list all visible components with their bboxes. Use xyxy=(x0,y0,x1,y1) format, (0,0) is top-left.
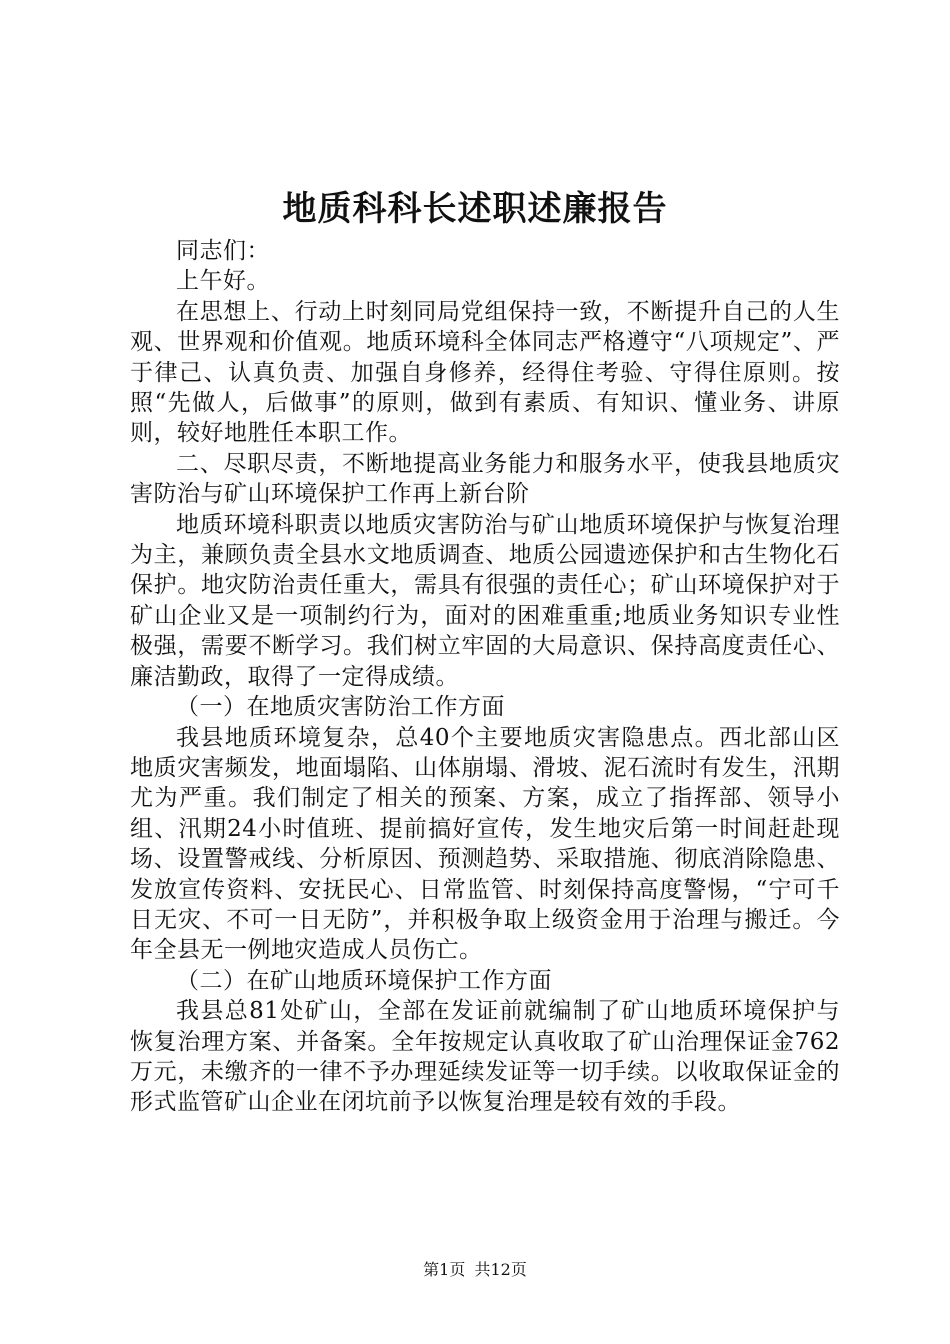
paragraph-mine-protection: 我县总81处矿山，全部在发证前就编制了矿山地质环境保护与恢复治理方案、并备案。全年按规定认真收取了矿山治理保证金762万元，未缴齐的一律不予办理延续发证等一切手续。以收取保证金的形式监管矿山企业在闭坑前予以恢复治理是较有效的手段。 xyxy=(130,998,840,1116)
document-title: 地质科科长述职述廉报告 xyxy=(282,189,668,229)
greeting: 同志们： xyxy=(176,238,270,264)
page-footer xyxy=(0,1258,950,1282)
salutation: 上午好。 xyxy=(176,268,270,295)
document-body xyxy=(130,236,840,1118)
page-number: 第1页 xyxy=(423,1260,466,1279)
subsection-heading-2: （二）在矿山地质环境保护工作方面 xyxy=(176,967,552,994)
paragraph-responsibilities: 地质环境科职责以地质灾害防治与矿山地质环境保护与恢复治理为主，兼顾负责全县水文地质调查、地质公园遗迹保护和古生物化石保护。地灾防治责任重大，需具有很强的责任心；矿山环境保护对于矿山企业又是一项制约行为，面对的困难重重;地质业务知识专业性极强，需要不断学习。我们树立牢固的大局意识、保持高度责任心、廉洁勤政，取得了一定得成绩。 xyxy=(130,511,840,690)
page-total: 共12页 xyxy=(474,1260,527,1279)
paragraph-ideology: 在思想上、行动上时刻同局党组保持一致，不断提升自己的人生观、世界观和价值观。地质环境科全体同志严格遵守“八项规定”、严于律己、认真负责、加强自身修养，经得住考验、守得住原则。按照“先做人，后做事”的原则，做到有素质、有知识、懂业务、讲原则，较好地胜任本职工作。 xyxy=(130,298,840,447)
subsection-heading-1: （一）在地质灾害防治工作方面 xyxy=(176,694,505,721)
section-heading-2: 二、尽职尽责，不断地提高业务能力和服务水平，使我县地质灾害防治与矿山环境保护工作再上新台阶 xyxy=(130,450,840,508)
paragraph-disaster-prevention: 我县地质环境复杂，总40个主要地质灾害隐患点。西北部山区地质灾害频发，地面塌陷、山体崩塌、滑坡、泥石流时有发生，汛期尤为严重。我们制定了相关的预案、方案，成立了指挥部、领导小组、汛期24小时值班、提前搞好宣传，发生地灾后第一时间赶赴现场、设置警戒线、分析原因、预测趋势、采取措施、彻底消除隐患、发放宣传资料、安抚民心、日常监管、时刻保持高度警惕，“宁可千日无灾、不可一日无防”，并积极争取上级资金用于治理与搬迁。今年全县无一例地灾造成人员伤亡。 xyxy=(130,724,840,964)
